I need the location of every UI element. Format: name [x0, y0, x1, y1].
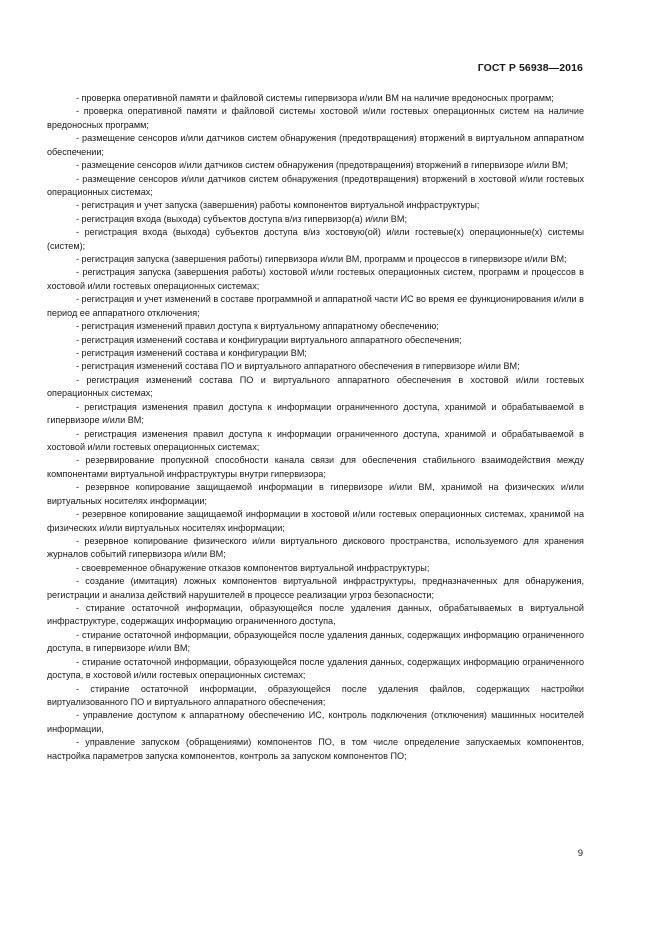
list-item: - регистрация изменений состава и конфигурации ВМ; — [76, 348, 307, 359]
list-item: - резервное копирование физического и/или виртуального дискового пространства, используемого для хранения журналов событий гипервизора и/или ВМ; — [47, 535, 584, 560]
list-item: - регистрация и учет запуска (завершения) работы компонентов виртуальной инфраструктуры; — [76, 200, 480, 211]
list-item: - регистрация запуска (завершения работы) гипервизора и/или ВМ, программ и процессов в гипервизоре и/или ВМ; — [76, 254, 567, 265]
list-item: - размещение сенсоров и/или датчиков систем обнаружения (предотвращения) вторжений в виртуальном аппаратном обеспечении; — [47, 133, 584, 157]
list-item: - резервное копирование защищаемой информации в хостовой и/или гостевых операционных системах, хранимой на физических и/или виртуальных носителях информации; — [47, 509, 584, 533]
list-item: - регистрация изменений правил доступа к виртуальному аппаратному обеспечению; — [76, 321, 439, 332]
list-item: - управление запуском (обращениями) компонентов ПО, в том числе определение запускаемых компонентов, настройка параметров запуска компонентов, контроль за запуском компонентов ПО; — [47, 737, 584, 761]
list-item: - резервное копирование защищаемой информации в гипервизоре и/или ВМ, хранимой на физических и/или виртуальных носителях информации; — [47, 482, 584, 506]
list-item: - стирание остаточной информации, образующейся после удаления данных, содержащих информацию ограниченного доступа, в гипервизоре и/или ВМ; — [47, 629, 584, 654]
list-item: - регистрация и учет изменений в составе программной и аппаратной части ИС во время ее функционирования и/или в период ее аппаратного отключения; — [47, 294, 584, 318]
list-item: - регистрация изменений состава и конфигурации виртуального аппаратного обеспечения; — [76, 334, 462, 345]
list-item: - регистрация изменения правил доступа к информации ограниченного доступа, хранимой и обрабатываемой в гипервизоре и/или ВМ; — [47, 401, 584, 426]
list-item: - стирание остаточной информации, образующейся после удаления данных, обрабатываемых в виртуальной инфраструктуре, содержащих информацию ограниченного доступа, — [47, 603, 584, 627]
document-header: ГОСТ Р 56938—2016 — [477, 62, 583, 74]
list-item: - управление доступом к аппаратному обеспечению ИС, контроль подключения (отключения) машинных носителей информации, — [47, 710, 584, 734]
list-item: - своевременное обнаружение отказов компонентов виртуальной инфраструктуры; — [76, 562, 430, 573]
list-item: - размещение сенсоров и/или датчиков систем обнаружения (предотвращения) вторжений в хостовой и/или гостевых операционных системах; — [47, 173, 584, 197]
list-item: - регистрация изменения правил доступа к информации ограниченного доступа, хранимой и обрабатываемой в хостовой и/или гостевых операционных системах; — [47, 428, 584, 452]
list-item: - регистрация изменений состава ПО и виртуального аппаратного обеспечения в хостовой и/или гостевых операционных системах; — [47, 374, 584, 399]
list-item: - регистрация изменений состава ПО и виртуального аппаратного обеспечения в гипервизоре и/или ВМ; — [76, 361, 520, 372]
list-item: - создание (имитация) ложных компонентов виртуальной инфраструктуры, предназначенных для обнаружения, регистрации и анализа действий нарушителей в процессе реализации угроз безопасности; — [47, 576, 584, 600]
page-number: 9 — [577, 848, 583, 859]
list-item: - регистрация запуска (завершения работы) хостовой и/или гостевых операционных систем, программ и процессов в хостовой и/или гостевых операционных системах; — [47, 267, 584, 291]
list-item: - резервирование пропускной способности канала связи для обеспечения стабильного взаимодействия между компонентами виртуальной инфраструктуры внутри гипервизора; — [47, 455, 584, 479]
list-item: - размещение сенсоров и/или датчиков систем обнаружения (предотвращения) вторжений в гипервизоре и/или ВМ; — [76, 160, 568, 171]
list-item: - проверка оперативной памяти и файловой системы гипервизора и/или ВМ на наличие вредоносных программ; — [76, 93, 554, 103]
list-item: - проверка оперативной памяти и файловой системы хостовой и/или гостевых операционных систем на наличие вредоносных программ; — [47, 106, 584, 130]
list-item: - регистрация входа (выхода) субъектов доступа в/из хостовую(ой) и/или гостевые(х) операционные(х) системы (систем); — [47, 227, 584, 251]
list-item: - регистрация входа (выхода) субъектов доступа в/из гипервизор(а) и/или ВМ; — [76, 213, 407, 224]
list-item: - стирание остаточной информации, образующейся после удаления данных, содержащих информацию ограниченного доступа, в хостовой и/или гостевых операционных системах; — [47, 656, 584, 681]
document-body — [47, 92, 584, 763]
list-item: - стирание остаточной информации, образующейся после удаления файлов, содержащих настройки виртуализованного ПО и виртуального аппаратного обеспечения; — [47, 683, 584, 707]
